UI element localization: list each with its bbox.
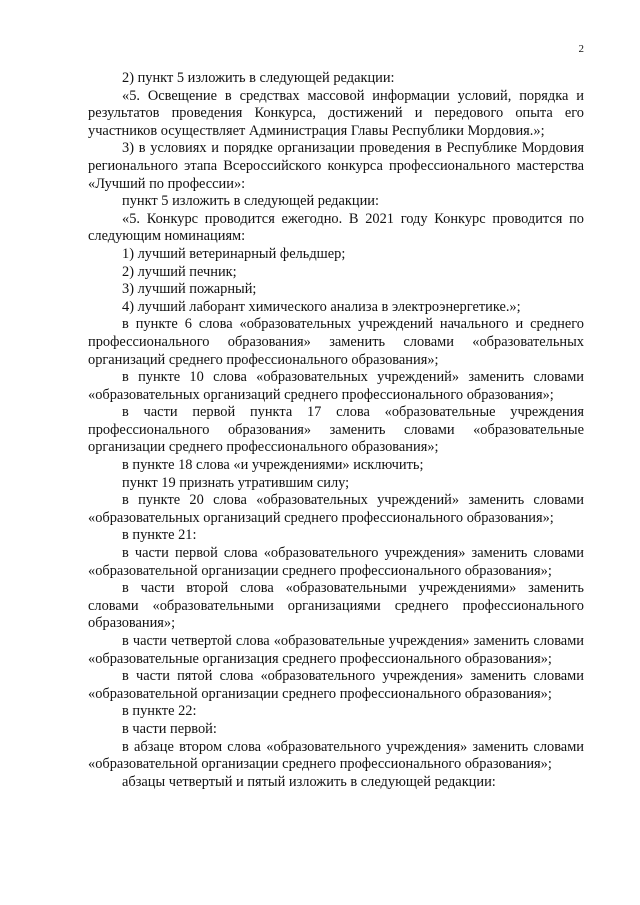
- list-item-nomination-1: 1) лучший ветеринарный фельдшер;: [122, 245, 346, 262]
- paragraph-point-21-part-4: в части четвертой слова «образовательные учреждения» заменить словами «образовательные организация среднего профессионального образования»;: [88, 633, 584, 667]
- paragraph-point-5-edit: пункт 5 изложить в следующей редакции:: [122, 193, 379, 210]
- list-item-nomination-3: 3) лучший пожарный;: [122, 281, 257, 298]
- paragraph-point-22-abzac-2: в абзаце втором слова «образовательного учреждения» заменить словами «образовательной организации среднего профессионального образования»;: [88, 738, 584, 773]
- paragraph-point-21-intro: в пункте 21:: [122, 527, 197, 544]
- paragraph-point-5-text: «5. Освещение в средствах массовой информации условий, порядка и результатов проведения Конкурса, достижений и передового опыта его участников осуществляет Администрация Главы Республики Мордовия.»;: [88, 87, 584, 139]
- document-body: [88, 70, 584, 791]
- paragraph-point-3-intro: 3) в условиях и порядке организации проведения в Республике Мордовия регионального этапа Всероссийского конкурса профессионального мастерства «Лучший по профессии»:: [88, 140, 584, 192]
- paragraph-point-19: пункт 19 признать утратившим силу;: [122, 474, 350, 491]
- paragraph-point-21-part-2: в части второй слова «образовательными учреждениями» заменить словами «образовательными организациями среднего профессионального образования»;: [88, 580, 584, 632]
- list-item-nomination-2: 2) лучший печник;: [122, 263, 237, 280]
- page-number: 2: [578, 43, 584, 55]
- paragraph-point-18: в пункте 18 слова «и учреждениями» исключить;: [122, 457, 424, 474]
- paragraph-contest-annual: «5. Конкурс проводится ежегодно. В 2021 году Конкурс проводится по следующим номинациям:: [88, 210, 584, 245]
- paragraph-point-22-intro: в пункте 22:: [122, 703, 197, 720]
- paragraph-point-20: в пункте 20 слова «образовательных учреждений» заменить словами «образовательных организаций среднего профессионального образования»;: [88, 492, 584, 526]
- paragraph-point-22-abzac-4-5: абзацы четвертый и пятый изложить в следующей редакции:: [122, 773, 496, 790]
- paragraph-point-6: в пункте 6 слова «образовательных учреждений начального и среднего профессионального образования» заменить словами «образовательных организаций среднего профессионального образования»;: [88, 316, 584, 368]
- paragraph-point-22-part-1: в части первой:: [122, 720, 217, 737]
- paragraph-point-17: в части первой пункта 17 слова «образовательные учреждения профессионального образования» заменить словами «образовательные организации среднего профессионального образования»;: [88, 404, 584, 456]
- list-item-nomination-4: 4) лучший лаборант химического анализа в электроэнергетике.»;: [122, 298, 521, 315]
- paragraph-point-21-part-1: в части первой слова «образовательного учреждения» заменить словами «образовательной организации среднего профессионального образования»;: [88, 545, 584, 579]
- paragraph-point-10: в пункте 10 слова «образовательных учреждений» заменить словами «образовательных организаций среднего профессионального образования»;: [88, 369, 584, 403]
- paragraph-point-21-part-5: в части пятой слова «образовательного учреждения» заменить словами «образовательной организации среднего профессионального образования»;: [88, 668, 584, 702]
- paragraph-point-2-intro: 2) пункт 5 изложить в следующей редакции:: [122, 70, 395, 86]
